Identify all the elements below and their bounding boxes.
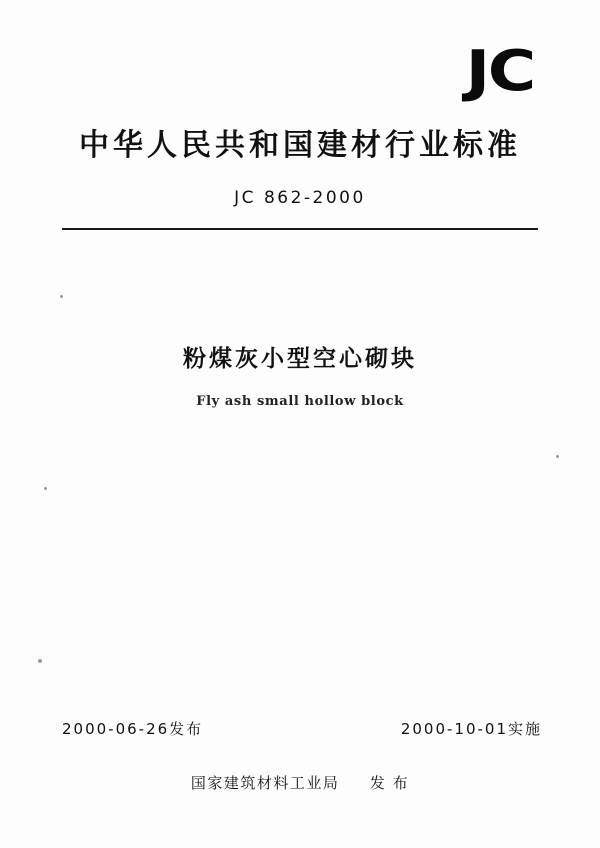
scan-speck [556, 455, 559, 458]
issue-date: 2000-06-26发布 [62, 720, 204, 738]
subject-title-english: Fly ash small hollow block [196, 394, 404, 409]
horizontal-divider [62, 228, 538, 230]
scan-speck [60, 295, 63, 298]
effective-date: 2000-10-01实施 [400, 720, 542, 738]
subject-title-chinese: 粉煤灰小型空心砌块 [183, 346, 417, 372]
issuing-authority [0, 772, 600, 793]
scan-speck [44, 487, 47, 490]
issuing-authority-name: 国家建筑材料工业局 [190, 774, 340, 792]
issuing-authority-suffix: 发 布 [369, 774, 410, 792]
standard-number: JC 862-2000 [234, 188, 366, 208]
jc-logo: JC [465, 39, 534, 104]
standard-title: 中华人民共和国建材行业标准 [79, 128, 521, 163]
scan-speck [38, 659, 42, 663]
